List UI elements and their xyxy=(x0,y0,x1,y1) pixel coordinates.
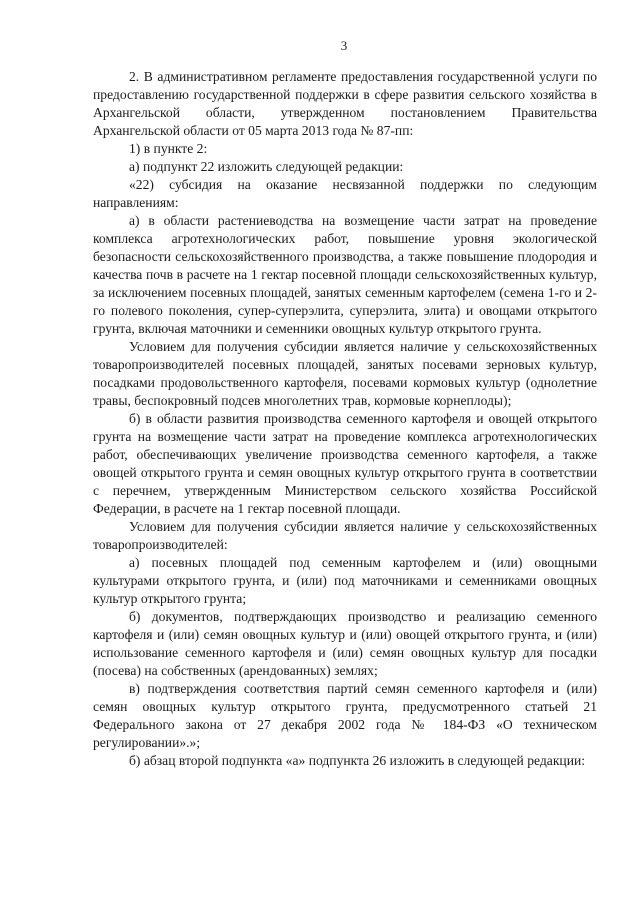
paragraph-item-2-intro: 2. В административном регламенте предоставления государственной услуги по предоставлению государственной поддержки в сфере развития сельского хозяйства в Архангельской области, утвержденном постановлением Правительства Архангельской области от 05 марта 2013 года № 87-пп: xyxy=(93,69,597,138)
paragraph-condition-producers: Условием для получения субсидии является наличие у сельскохозяйственных товаропроизводителей: xyxy=(93,519,597,552)
paragraph-subitem-a: а) подпункт 22 изложить следующей редакции: xyxy=(129,159,404,174)
page-number: 3 xyxy=(340,38,348,53)
paragraph-condition-crops: Условием для получения субсидии является наличие у сельскохозяйственных товаропроизводителей посевных площадей, занятых посевами зерновых культур, посадками продовольственного картофеля, посевами кормовых культур (однолетние травы, беспокровный подсев многолетних трав, кормовые корнеплоды); xyxy=(93,339,597,408)
paragraph-crop-production: а) в области растениеводства на возмещение части затрат на проведение комплекса агротехнологических работ, повышение уровня экологической безопасности сельскохозяйственного производства, а также повышение плодородия и качества почв в расчете на 1 гектар посевной площади сельскохозяйственных культур, за исключением посевных площадей, занятых семенным картофелем (семена 1-го и 2-го полевого поколения, супер-суперэлита, суперэлита, элита) и овощами открытого грунта, включая маточники и семенники овощных культур открытого грунта. xyxy=(93,213,597,336)
paragraph-condition-b: б) документов, подтверждающих производство и реализацию семенного картофеля и (или) семян овощных культур и (или) овощей открытого грунта, и (или) использование семенного картофеля и (или) семян овощных культур для посадки (посева) на собственных (арендованных) землях; xyxy=(93,609,597,678)
paragraph-condition-c: в) подтверждения соответствия партий семян семенного картофеля и (или) семян овощных культур открытого грунта, предусмотренного статьей 21 Федерального закона от 27 декабря 2002 года № 184-ФЗ «О техническом регулировании».»; xyxy=(93,681,597,750)
paragraph-condition-a: а) посевных площадей под семенным картофелем и (или) овощными культурами открытого грунта, и (или) под маточниками и семенниками овощных культур открытого грунта; xyxy=(93,555,597,606)
paragraph-subitem-b: б) абзац второй подпункта «а» подпункта 26 изложить в следующей редакции: xyxy=(129,753,586,768)
document-body xyxy=(93,68,597,770)
paragraph-subitem-1: 1) в пункте 2: xyxy=(129,141,208,156)
paragraph-seed-potato: б) в области развития производства семенного картофеля и овощей открытого грунта на возмещение части затрат на проведение комплекса агротехнологических работ, обеспечивающих увеличение производства семенного картофеля, а также овощей открытого грунта и семян овощных культур открытого грунта в соответствии с перечнем, утвержденным Министерством сельского хозяйства Российской Федерации, в расчете на 1 гектар посевной площади. xyxy=(93,411,597,516)
paragraph-subsidy-22: «22) субсидия на оказание несвязанной поддержки по следующим направлениям: xyxy=(93,177,597,210)
